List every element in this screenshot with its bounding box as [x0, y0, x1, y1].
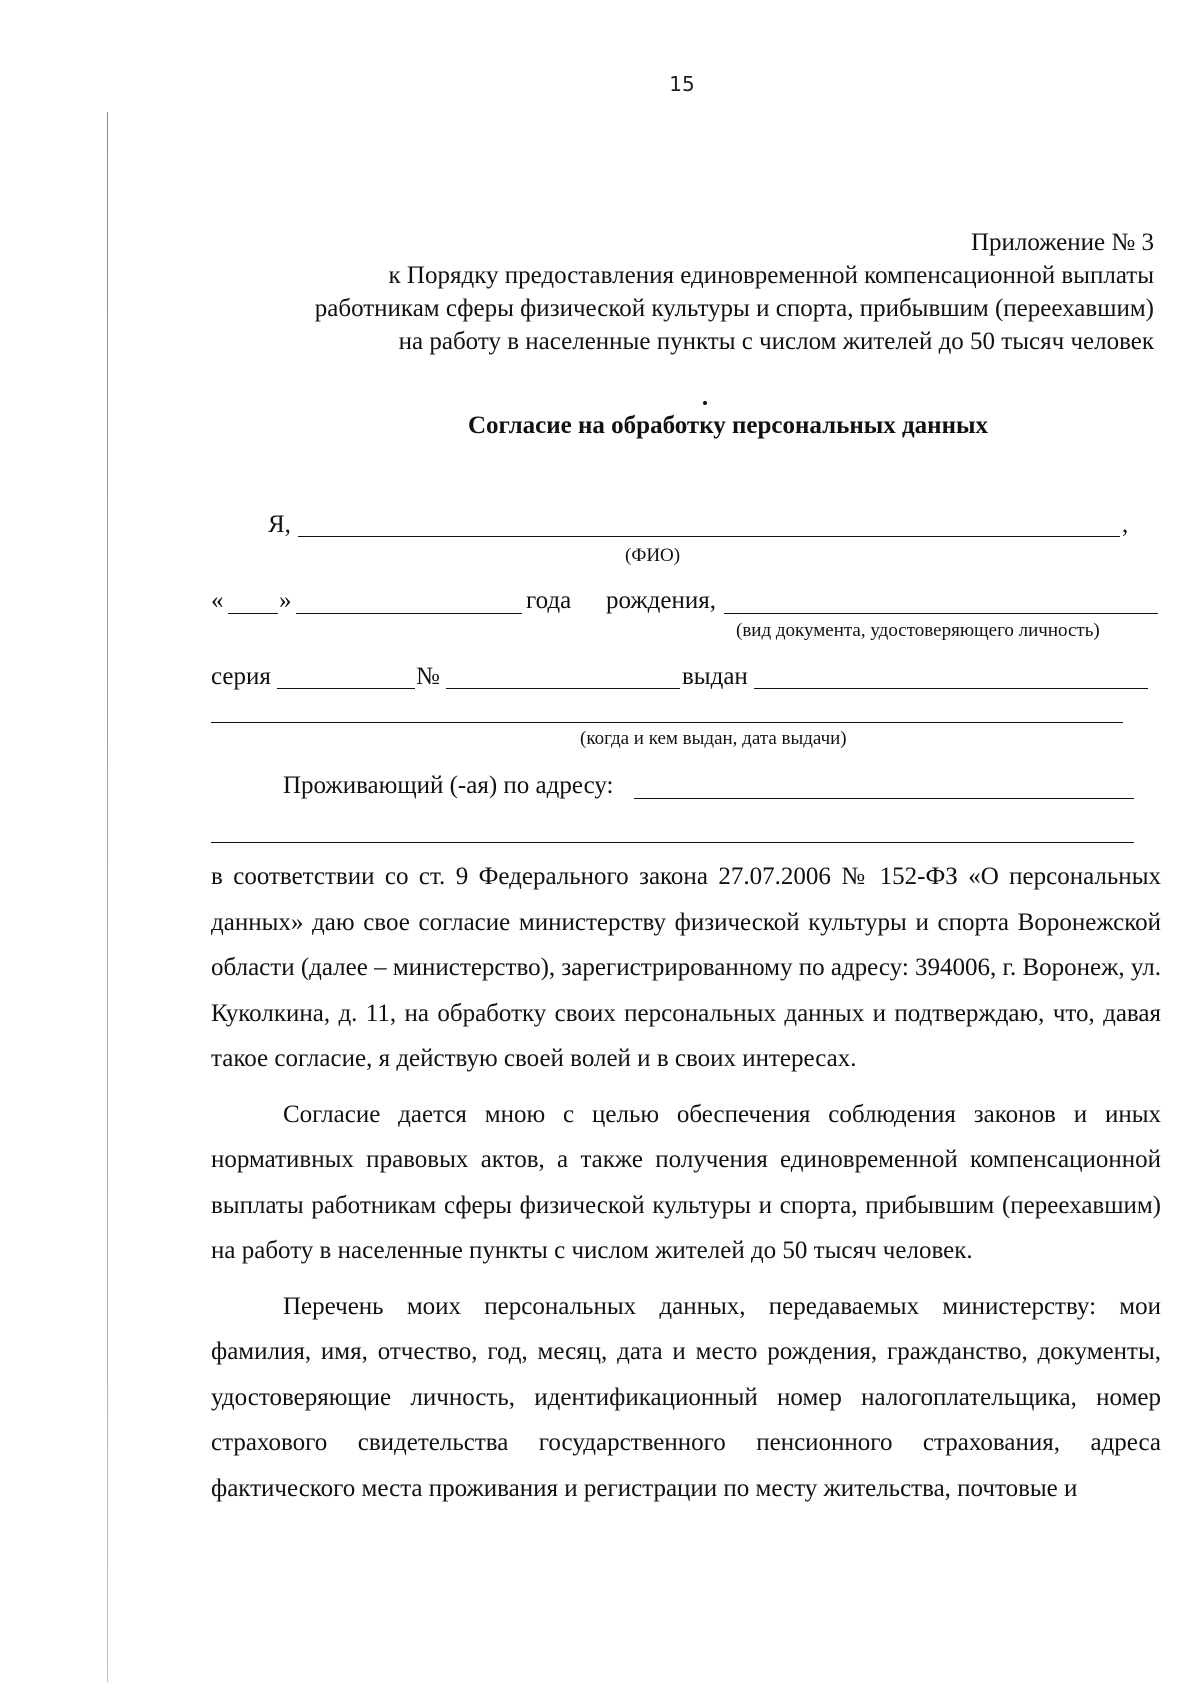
address-field-line[interactable] — [634, 798, 1134, 799]
birth-day-field-line[interactable] — [228, 613, 278, 614]
i-label: Я, — [268, 511, 291, 538]
doc-number-field-line[interactable] — [446, 688, 680, 689]
appendix-header — [315, 226, 1154, 358]
fio-comma: , — [1122, 511, 1129, 538]
issued-details-field-line[interactable] — [211, 722, 1123, 723]
id-document-caption: (вид документа, удостоверяющего личность) — [736, 620, 1100, 641]
series-field-line[interactable] — [277, 688, 415, 689]
issued-caption: (когда и кем выдан, дата выдачи) — [580, 728, 847, 749]
birth-month-field-line[interactable] — [296, 613, 522, 614]
year-label: года — [526, 587, 572, 614]
stray-dot — [703, 401, 707, 405]
page-number: 15 — [669, 72, 695, 96]
appendix-line-4: на работу в населенные пункты с числом жителей до 50 тысяч человек — [398, 328, 1154, 355]
document-title: Согласие на обработку персональных данных — [468, 412, 989, 439]
date-close-quote: » — [279, 587, 292, 614]
birth-label: рождения, — [606, 587, 716, 614]
paragraph-consent: в соответствии со ст. 9 Федерального закона 27.07.2006 № 152-ФЗ «О персональных данных» даю свое согласие министерству физической культуры и спорта Воронежской области (далее – министерство), зарегистрированному по адресу: 394006, г. Воронеж, ул. Куколкина, д. 11, на обработку своих персональных данных и подтверждаю, что, давая такое согласие, я действую своей волей и в своих интересах. — [211, 863, 1162, 1072]
paragraph-data-list: Перечень моих персональных данных, передаваемых министерству: мои фамилия, имя, отчество, год, месяц, дата и место рождения, гражданство, документы, удостоверяющие личность, идентификационный номер налогоплательщика, номер страхового свидетельства государственного пенсионного страхования, адреса фактического места проживания и регистрации по месту жительства, почтовые и — [211, 1292, 1161, 1502]
id-document-field-line[interactable] — [724, 613, 1158, 614]
fio-caption: (ФИО) — [625, 545, 681, 566]
address-label: Проживающий (-ая) по адресу: — [283, 772, 614, 799]
date-open-quote: « — [211, 587, 224, 614]
series-label: серия — [211, 663, 271, 690]
issued-field-line[interactable] — [754, 688, 1148, 689]
address-field-line-2[interactable] — [211, 842, 1134, 843]
scan-edge-line — [107, 112, 108, 1682]
paragraph-purpose: Согласие дается мною с целью обеспечения соблюдения законов и иных нормативных правовых актов, а также получения единовременной компенсационной выплаты работникам сферы физической культуры и спорта, прибывшим (переехавшим) на работу в населенные пункты с числом жителей до 50 тысяч человек. — [211, 1100, 1161, 1264]
fio-field-line[interactable] — [298, 536, 1120, 537]
body-text — [211, 854, 1161, 1511]
appendix-line-3: работникам сферы физической культуры и спорта, прибывшим (переехавшим) — [314, 295, 1154, 322]
issued-label: выдан — [682, 663, 748, 690]
appendix-line-1: Приложение № 3 — [970, 229, 1154, 256]
number-label: № — [416, 663, 440, 690]
appendix-line-2: к Порядку предоставления единовременной компенсационной выплаты — [388, 262, 1154, 289]
